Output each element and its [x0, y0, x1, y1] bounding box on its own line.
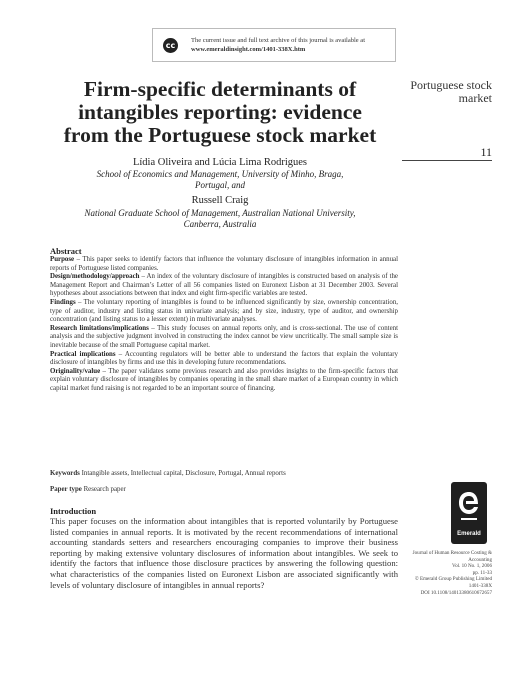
abstract-section: Purpose – This paper seeks to identify factors that influence the voluntary disclosure of intangibles information in annual reports of Portuguese listed companies.: [50, 256, 398, 272]
journal-metadata: [398, 550, 492, 596]
metadata-line: Accounting: [468, 556, 492, 563]
abstract-section: Practical implications – Accounting regulators will be better able to understand the factors that explain the voluntary disclosure of intangibles by firms and use this in developing future recommendations.: [50, 350, 398, 367]
running-head-line: Portuguese stock: [410, 78, 492, 92]
metadata-line: pp. 11-33: [472, 569, 492, 576]
affiliation-line: Canberra, Australia: [183, 219, 257, 229]
journal-url-link[interactable]: www.emeraldinsight.com/1401-338X.htm: [191, 46, 306, 53]
keywords: Keywords Intangible assets, Intellectual capital, Disclosure, Portugal, Annual reports: [50, 470, 286, 477]
abstract-section: Findings – The voluntary reporting of intangibles is found to be influenced significantly by size, ownership concentration, type of auditor, industry and listing status in univariate analysis; and by size, industry, type of auditor, and ownership concentration (and listing status to a lesser extent) in multivariate analyses.: [50, 298, 398, 324]
cc-circle-icon: cc: [163, 38, 178, 53]
emerald-logo-label: Emerald: [457, 531, 481, 537]
running-head: [396, 79, 492, 105]
running-head-rule: [402, 160, 492, 161]
access-notice-line: The current issue and full text archive of this journal is available at: [191, 37, 365, 44]
title-line: Firm-specific determinants of: [83, 77, 357, 101]
abstract-section: Research limitations/implications – This study focuses on annual reports only, and is cross-sectional. The use of content analysis and the subjective judgment involved in constructing the index cannot be view uncritically. The small sample size is inevitable because of the small Portuguese capital market.: [50, 324, 398, 349]
metadata-line: DOI 10.1108/14013380610672657: [420, 589, 492, 596]
emerald-logo-icon: [457, 490, 481, 526]
introduction-heading: Introduction: [50, 506, 97, 516]
author-line-2: Russell Craig: [191, 195, 249, 206]
affiliation-line: National Graduate School of Management, Australian National University,: [84, 208, 356, 218]
affiliation-line: School of Economics and Management, University of Minho, Braga,: [96, 169, 344, 179]
affiliation-1: [36, 169, 404, 191]
emerald-logo: [451, 482, 487, 544]
abstract-section: Design/methodology/approach – An index of the voluntary disclosure of intangibles is constructed based on analysis of the Management Report and Chairman’s Letter of all 56 companies listed on Euronext Lisbon at 31 December 2003. Several hypotheses about associations between that index and eight firm-specific variables are tested.: [50, 273, 398, 298]
metadata-line: Journal of Human Resource Costing &: [412, 550, 492, 556]
abstract-section: Originality/value – The paper validates some previous research and also provides insights to the firm-specific factors that explain voluntary disclosure of intangibles by companies operating in the small share market of a European country in which capital market fund raising is not regarded to be an important source of financing.: [50, 367, 398, 392]
running-head-line: market: [458, 91, 492, 105]
abstract-body: [50, 256, 398, 394]
affiliation-line: Portugal, and: [194, 180, 245, 190]
metadata-line: Vol. 10 No. 1, 2006: [452, 563, 492, 570]
title-line: intangibles reporting: evidence: [78, 100, 362, 124]
metadata-line: 1401-338X: [468, 582, 492, 589]
article-title: [36, 78, 404, 147]
page-number: 11: [480, 145, 492, 159]
access-notice-box: [152, 28, 396, 62]
authors-line: Lídia Oliveira and Lúcia Lima Rodrigues: [132, 157, 308, 168]
metadata-line: © Emerald Group Publishing Limited: [414, 576, 492, 583]
access-notice-text: [191, 36, 365, 54]
paper-type: Paper type Research paper: [50, 486, 126, 493]
introduction-body: This paper focuses on the information about intangibles that is reported voluntarily by Portuguese listed companies in annual reports. It is motivated by the recent recommendations of international accounting standards setters and researchers encouraging companies to improve their business reporting by making extensive voluntary disclosures of information about intangibles. We seek to identify the factors that influence those disclosure practices by answering the following question: what characteristics of the companies listed on Euronext Lisbon are associated significantly with levels of voluntary disclosure of intangibles in annual reports?: [50, 516, 398, 590]
affiliation-2: [36, 208, 404, 230]
abstract-heading: Abstract: [50, 246, 82, 256]
title-line: from the Portuguese stock market: [63, 123, 377, 147]
